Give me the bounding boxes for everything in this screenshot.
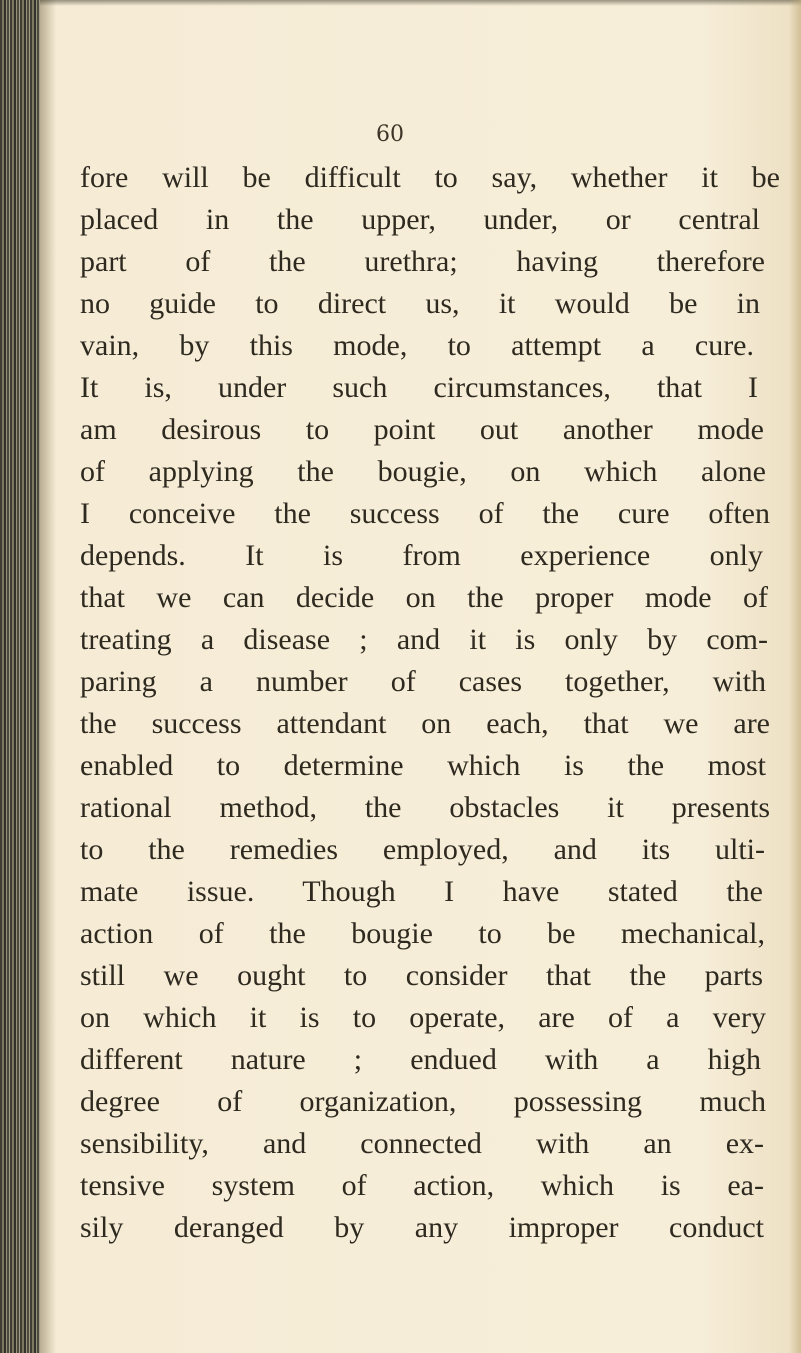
text-line: placed in the upper, under, or central — [80, 203, 760, 236]
text-line: on which it is to operate, are of a very — [80, 1001, 766, 1034]
text-line: I conceive the success of the cure often — [80, 497, 770, 530]
text-line: enabled to determine which is the most — [80, 749, 766, 782]
text-line: different nature ; endued with a high — [80, 1043, 761, 1076]
right-page-edge — [789, 0, 801, 1353]
text-line: of applying the bougie, on which alone — [80, 455, 766, 488]
text-line: treating a disease ; and it is only by com- — [80, 623, 768, 656]
text-line: mate issue. Though I have stated the — [80, 875, 763, 908]
text-line: action of the bougie to be mechanical, — [80, 917, 765, 950]
gutter-shadow — [40, 0, 56, 1353]
text-line: am desirous to point out another mode — [80, 413, 764, 446]
page-number: 60 — [376, 122, 404, 147]
text-line: fore will be difficult to say, whether it be — [80, 161, 780, 194]
text-line: the success attendant on each, that we are — [80, 707, 770, 740]
text-line: rational method, the obstacles it presents — [80, 791, 770, 824]
text-line: sily deranged by any improper conduct — [80, 1211, 764, 1244]
book-binding-edge — [0, 0, 40, 1353]
text-line: paring a number of cases together, with — [80, 665, 766, 698]
text-line: that we can decide on the proper mode of — [80, 581, 768, 614]
text-line: depends. It is from experience only — [80, 539, 763, 572]
text-line: still we ought to consider that the parts — [80, 959, 763, 992]
text-line: to the remedies employed, and its ulti- — [80, 833, 765, 866]
text-line: It is, under such circumstances, that I — [80, 371, 758, 404]
text-line: part of the urethra; having therefore — [80, 245, 765, 278]
top-edge-shadow — [40, 0, 801, 6]
text-line: vain, by this mode, to attempt a cure. — [80, 329, 754, 362]
text-line: degree of organization, possessing much — [80, 1085, 766, 1118]
text-line: tensive system of action, which is ea- — [80, 1169, 764, 1202]
text-line: sensibility, and connected with an ex- — [80, 1127, 764, 1160]
text-line: no guide to direct us, it would be in — [80, 287, 760, 320]
